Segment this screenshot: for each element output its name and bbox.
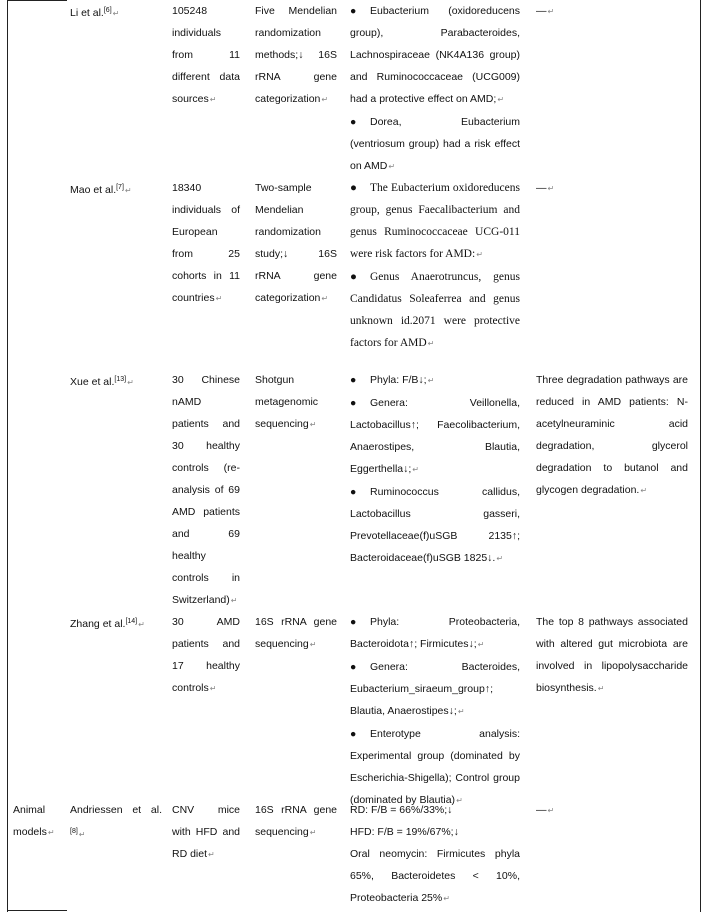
pathways-text: The top 8 pathways associated with altered gut microbiota are involved in lipopolysaccharide biosynthesis.	[536, 616, 688, 694]
sample-cell: CNV mice with HFD and RD diet↵	[172, 804, 240, 860]
citation[interactable]: [8]	[70, 828, 78, 835]
citation[interactable]: [14]	[125, 618, 138, 625]
finding-item: Phyla: F/B↓;	[370, 374, 427, 386]
finding-item: Oral neomycin: Firmicutes phyla 65%, Bacteroidetes < 10%, Proteobacteria 25%	[350, 848, 520, 904]
study-cell: Zhang et al.[14]↵	[70, 618, 145, 630]
sample-cell: 105248 individuals from 11 different data sources↵	[172, 5, 240, 105]
study-cell: Andriessen et al.[8]↵	[70, 804, 162, 839]
category-cell: Animal models↵	[13, 804, 55, 838]
finding-item: HFD: F/B = 19%/67%;↓	[350, 826, 459, 838]
method-cell: Two-sample Mendelian randomization study;↓ 16S rRNA gene categorization↵	[255, 182, 337, 304]
finding-item: The Eubacterium oxidoreducens group, genus Faecalibacterium and genus Ruminococcaceae UCG-011 were risk factors for AMD:	[350, 182, 520, 260]
sample-text: 30 AMD patients and 17 healthy controls	[172, 616, 240, 694]
method-cell: Shotgun metagenomic sequencing↵	[255, 374, 319, 430]
pathways-cell: Three degradation pathways are reduced in AMD patients: N-acetylneuraminic acid degradation, glycerol degradation to butanol and glycogen degradation.↵	[536, 374, 688, 496]
findings-cell: ● Eubacterium (oxidoreducens group), Parabacteroides, Lachnospiraceae (NK4A136 group) and Ruminococcaceae (UCG009) had a protective effect on AMD;↵ ● Dorea, Eubacterium (ventriosum group) had a risk effect on AMD↵	[350, 5, 520, 172]
pathways-cell: The top 8 pathways associated with altered gut microbiota are involved in lipopolysaccharide biosynthesis.↵	[536, 616, 688, 694]
findings-cell: RD: F/B = 66%/33%;↓ HFD: F/B = 19%/67%;↓ Oral neomycin: Firmicutes phyla 65%, Bacteroidetes < 10%, Proteobacteria 25%↵	[350, 799, 520, 910]
study-name: Mao et al.	[70, 184, 117, 196]
finding-item: Ruminococcus callidus, Lactobacillus gasseri, Prevotellaceae(f)uSGB 2135↑; Bacteroidaceae(f)uSGB 1825↓.	[350, 486, 520, 564]
category-text: Animal models	[13, 804, 47, 838]
table-bottom-rule	[7, 910, 67, 911]
citation[interactable]: [7]	[116, 184, 124, 191]
sample-cell: 30 AMD patients and 17 healthy controls↵	[172, 616, 240, 694]
finding-item: Eubacterium (oxidoreducens group), Parabacteroides, Lachnospiraceae (NK4A136 group) and Ruminococcaceae (UCG009) had a protective effect on AMD;	[350, 5, 520, 105]
finding-item: Genera: Veillonella, Lactobacillus↑; Faecolibacterium, Anaerostipes, Blautia, Eggerthella↓;	[350, 397, 520, 475]
finding-item: Genera: Bacteroides, Eubacterium_siraeum_group↑; Blautia, Anaerostipes↓;	[350, 661, 520, 717]
method-text: 16S rRNA gene sequencing	[255, 616, 337, 650]
method-text: Five Mendelian randomization methods;↓ 16S rRNA gene categorization	[255, 5, 337, 105]
method-cell: 16S rRNA gene sequencing↵	[255, 804, 337, 838]
sample-cell: 30 Chinese nAMD patients and 30 healthy controls (re-analysis of 69 AMD patients and 69 healthy controls in Switzerland)↵	[172, 374, 240, 606]
pathways-cell: —↵	[536, 804, 555, 816]
method-cell: Five Mendelian randomization methods;↓ 16S rRNA gene categorization↵	[255, 5, 337, 105]
study-name: Zhang et al.	[70, 618, 126, 630]
method-text: Shotgun metagenomic sequencing	[255, 374, 319, 430]
findings-cell: ● The Eubacterium oxidoreducens group, genus Faecalibacterium and genus Ruminococcaceae UCG-011 were risk factors for AMD:↵ ● Genus Anaerotruncus, genus Candidatus Soleaferrea and genus unknown id.2071 were protective factors for AMD↵	[350, 182, 520, 349]
sample-text: 18340 individuals of European from 25 cohorts in 11 countries	[172, 182, 240, 304]
study-cell: Xue et al.[13]↵	[70, 376, 134, 388]
pathways-text: —	[536, 804, 547, 816]
pathways-cell: —↵	[536, 182, 555, 194]
study-name: Andriessen et al.	[70, 804, 162, 816]
study-cell: Mao et al.[7]↵	[70, 184, 132, 196]
study-name: Li et al.	[70, 7, 104, 19]
finding-item: Dorea, Eubacterium (ventriosum group) had a risk effect on AMD	[350, 116, 520, 172]
study-name: Xue et al.	[70, 376, 115, 388]
pathways-text: —	[536, 5, 547, 17]
finding-item: Genus Anaerotruncus, genus Candidatus Soleaferrea and genus unknown id.2071 were protective factors for AMD	[350, 271, 520, 349]
pathways-cell: —↵	[536, 5, 555, 17]
findings-cell: ● Phyla: F/B↓;↵ ● Genera: Veillonella, Lactobacillus↑; Faecolibacterium, Anaerostipes, Blautia, Eggerthella↓;↵ ● Ruminococcus callidus, Lactobacillus gasseri, Prevotellaceae(f)uSGB 2135↑; Bacteroidaceae(f)uSGB 1825↓.↵	[350, 374, 520, 564]
finding-item: Enterotype analysis: Experimental group (dominated by Escherichia-Shigella); Control group (dominated by Blautia)	[350, 728, 520, 806]
study-cell: Li et al.[6]↵	[70, 7, 120, 19]
sample-text: CNV mice with HFD and RD diet	[172, 804, 240, 860]
method-text: Two-sample Mendelian randomization study;↓ 16S rRNA gene categorization	[255, 182, 337, 304]
pathways-text: Three degradation pathways are reduced in AMD patients: N-acetylneuraminic acid degradation, glycerol degradation to butanol and glycogen degradation.	[536, 374, 688, 496]
table-top-rule	[7, 0, 67, 1]
sample-cell: 18340 individuals of European from 25 cohorts in 11 countries↵	[172, 182, 240, 304]
method-cell: 16S rRNA gene sequencing↵	[255, 616, 337, 650]
method-text: 16S rRNA gene sequencing	[255, 804, 337, 838]
pathways-text: —	[536, 182, 547, 194]
citation[interactable]: [6]	[103, 7, 112, 14]
finding-item: RD: F/B = 66%/33%;↓	[350, 804, 453, 816]
finding-item: Phyla: Proteobacteria, Bacteroidota↑; Firmicutes↓;	[350, 616, 520, 650]
sample-text: 30 Chinese nAMD patients and 30 healthy controls (re-analysis of 69 AMD patients and 69 healthy controls in Switzerland)	[172, 374, 240, 606]
sample-text: 105248 individuals from 11 different data sources	[172, 5, 240, 105]
findings-cell: ● Phyla: Proteobacteria, Bacteroidota↑; Firmicutes↓;↵ ● Genera: Bacteroides, Eubacterium_siraeum_group↑; Blautia, Anaerostipes↓;↵ ● Enterotype analysis: Experimental group (dominated by Escherichia-Shigella); Control group (dominated by Blautia)↵	[350, 616, 520, 806]
citation[interactable]: [13]	[114, 376, 127, 383]
table-border-left	[7, 0, 8, 912]
